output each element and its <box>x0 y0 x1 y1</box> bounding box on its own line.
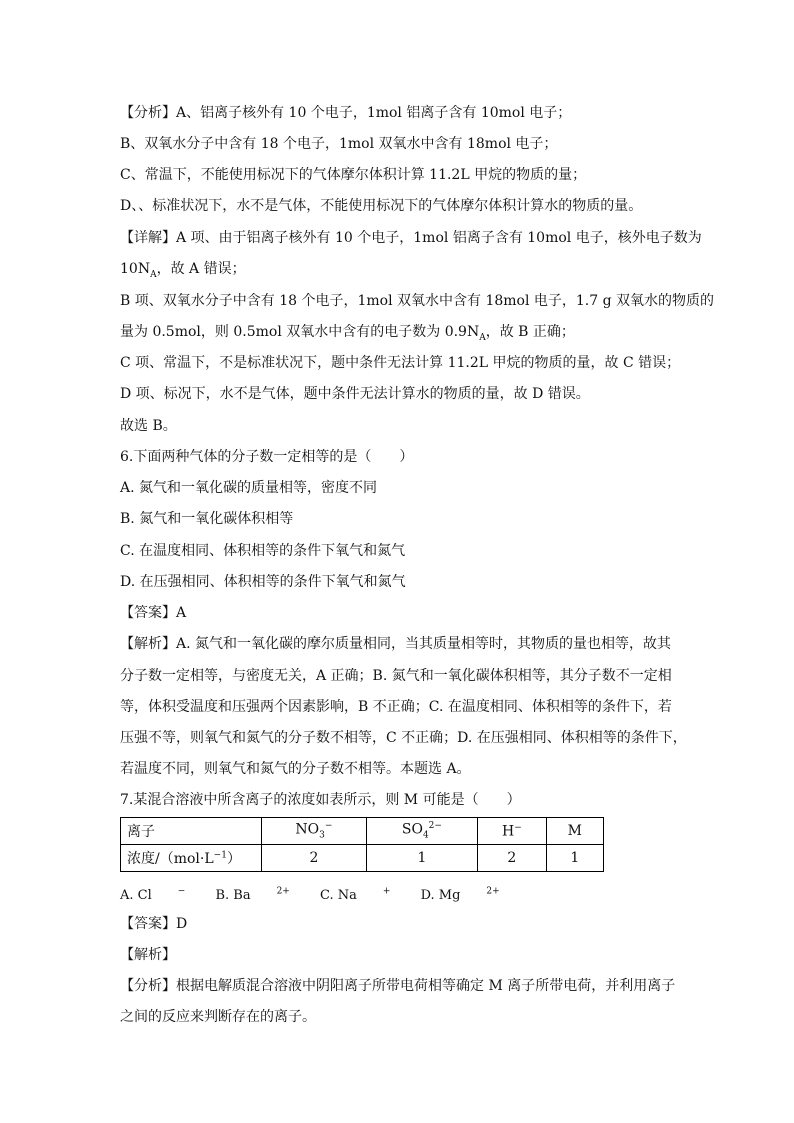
table-row <box>121 845 604 872</box>
question-7-option-b: B. Ba $^{2+}$ <box>215 887 290 904</box>
answer-label: 【答案】A <box>120 605 187 621</box>
analysis-line: 分子数一定相等，与密度无关，A 正确；B. 氮气和一氧化碳体积相等，其分子数不一定相 <box>120 668 672 684</box>
question-7-options <box>120 882 526 906</box>
text-line: C、常温下，不能使用标况下的气体摩尔体积计算 11.2L 甲烷的物质的量； <box>120 167 587 183</box>
text-line: D、、标准状况下，水不是气体，不能使用标况下的气体摩尔体积计算水的物质的量。 <box>120 198 643 214</box>
table-cell: 浓度$/(mol\cdot L^{-1})$ <box>121 845 262 872</box>
question-7-option-c: C. Na + <box>320 887 391 904</box>
table-cell: 离子 <box>121 818 262 845</box>
text-line: 【分析】A、铝离子核外有 10 个电子，1mol 铝离子含有 10mol 电子； <box>120 105 572 121</box>
question-6-option-d: D. 在压强相同、体积相等的条件下氧气和氮气 <box>120 574 406 590</box>
text-line: 故选 B。 <box>120 418 177 434</box>
analysis-line: 等，体积受温度和压强两个因素影响，B 不正确；C. 在温度相同、体积相等的条件下，若 <box>120 699 672 715</box>
analysis-label: 【解析】 <box>120 947 176 963</box>
question-6-option-a: A. 氮气和一氧化碳的质量相等，密度不同 <box>120 480 378 496</box>
text-line: C 项、常温下，不是标准状况下，题中条件无法计算 11.2L 甲烷的物质的量，故 C 错误； <box>120 355 681 371</box>
analysis-line: 若温度不同，则氧气和氮气的分子数不相等。本题选 A。 <box>120 761 471 777</box>
answer-label: 【答案】D <box>120 916 188 932</box>
analysis-line: 压强不等，则氧气和氮气的分子数不相等，C 不正确；D. 在压强相同、体积相等的条件下， <box>120 730 687 746</box>
table-cell: H− <box>478 818 547 845</box>
question-7-option-a: A. Cl − <box>120 887 186 904</box>
question-6-option-c: C. 在温度相同、体积相等的条件下氧气和氮气 <box>120 543 406 559</box>
analysis-line: 【解析】A. 氮气和一氧化碳的摩尔质量相同，当其质量相等时，其物质的量也相等，故其 <box>120 636 672 652</box>
table-cell: 1 <box>546 845 603 872</box>
analysis-line: 之间的反应来判断存在的离子。 <box>120 1009 316 1025</box>
text-line: 【详解】A 项、由于铝离子核外有 10 个电子，1mol 铝离子含有 10mol 电子，核外电子数为 <box>120 230 702 246</box>
table-header-row <box>121 818 604 845</box>
text-line: $10N_A$，故 A 错误； <box>120 261 246 280</box>
text-line: 量为 0.5mol，则 0.5mol 双氧水中含有的电子数为 $0.9N_A$，故 B 正确； <box>120 324 575 343</box>
question-6-stem: 6.下面两种气体的分子数一定相等的是（ ） <box>120 449 414 465</box>
analysis-line: 【分析】根据电解质混合溶液中阴阳离子所带电荷相等确定 M 离子所带电荷，并利用离子 <box>120 978 676 994</box>
question-7-option-d: D. Mg $^{2+}$ <box>420 887 500 904</box>
table-cell: $NO_3^-$ <box>262 818 367 845</box>
table-cell: 2 <box>262 845 367 872</box>
table-cell: 2 <box>478 845 547 872</box>
text-line: B、双氧水分子中含有 18 个电子，1mol 双氧水中含有 18mol 电子； <box>120 136 558 152</box>
table-cell: 1 <box>366 845 477 872</box>
ion-concentration-table <box>120 817 604 872</box>
question-6-option-b: B. 氮气和一氧化碳体积相等 <box>120 511 294 527</box>
question-7-stem: 7.某混合溶液中所含离子的浓度如表所示，则 M 可能是（ ） <box>120 792 521 808</box>
text-line: D 项、标况下，水不是气体，题中条件无法计算水的物质的量，故 D 错误。 <box>120 386 590 402</box>
table-cell: M <box>546 818 603 845</box>
table-cell: $SO_4^{2-}$ <box>366 818 477 845</box>
text-line: B 项、双氧水分子中含有 18 个电子，1mol 双氧水中含有 18mol 电子，1.7 g 双氧水的物质的 <box>120 293 715 309</box>
